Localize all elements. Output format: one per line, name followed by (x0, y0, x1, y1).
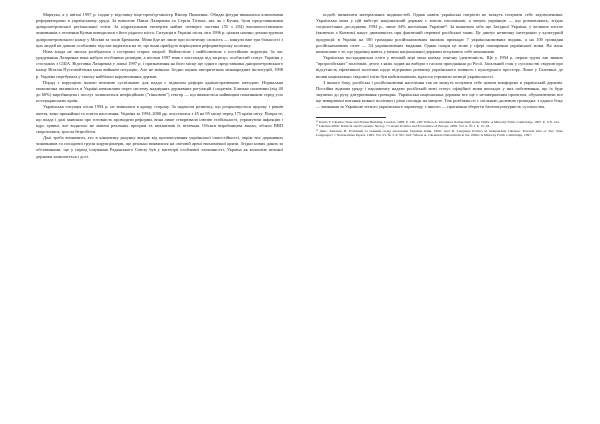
paragraph: Українська пострадянська еліта у великій мірі мала низьку етнічну ідентичність. Ще у 1994 р. перша група так званих "проросійських" політиків, дехто з яких ходив на вибори з гаслом приєднання до Росії. Загальний стан у суспільстві свідчив про відсутність ефективної політики щодо підтримки розвитку українського мовного і культурного простору. Лише у Галичині, де вплив національно свідомої еліти був найсильнішим, вдалося утримати позиції українськості. (316, 55, 563, 79)
paragraph: Поряд з корупцією іншою великою суспільною для влади є підвалом реформ адміністративною методою. Нормальна економічна активність в Україні неможлива через систему надмірних державних регуляцій і податків. Близько половини (від 40 до 60%) виробництва і послуг залишається неофіційною ("тіньовою") сектор — що вважається найвищим показником серед усіх пострадянських країн. (36, 79, 283, 104)
paragraph: З іншого боку, російські і російськомовні населення так не можуть почувати себе цілком комфортно в українській державі. Постійна відмова уряду і парламенту надати російській мові статус офіційної мови виглядає у них побоювання, що їх буде змушено до руху дитуріювання громадян. Українська національна держава все ще є незавершеним проектом, обумовлюючи все ще невирішені питання мовної політики і різні погляди на минуле. Тож розбіжності є спільною дилемою громадян: з одного боку — визнання за Україною чіткого українського характеру, з іншого — прагнення зберегти багатокультурність суспільства. (316, 79, 563, 110)
footnote-divider (316, 117, 386, 118)
footnotes (316, 120, 563, 138)
paragraph: Марчука, а у квітні 1997 р. подав у відставку віце-прем'єр-міністр Віктор Пинзеник. Обидві фігури вважалися ключовими реформаторами в українському уряді. За вимогою Павла Лазаренка та Сергія Тігіпка, які, як і Кучма, були представниками дніпропетровської регіональної еліти. За підрахунками експертів майже четверта частина (55 з 204) високопоставлених чиновників з оточення Кучми виводилася з його рідного міста. Ситуація в Україні після літа 1996 р. цілком наочно демонструвала дніпропетровського клану у Москві за часів Брежнєва. Мова йде не лише про політичну схожість — минули вже три більшості з цих людей не давали особливих підстав надіятися на те, що вони прийдуть вирішувати реформаторську політику. (36, 12, 283, 48)
paragraph: Українська ситуація після 1994 р. не змінилася в кращу сторону. За індексом розвитку, що розраховується щороку і рівнів життя, воно принаймні та освіти населення, Україна за 1994–2000 рр. опустилася з 45 на 95 місце перед 175 країн світу. Попри те, що влада і далі заявляла про готовність проводити реформи, вона лише створювала ілюзію стабільності, утримуючи інфляцію і курс гривні, але водночас не маючи реальних програм та механізмів їх втілення. Обсяги виробництва впали, обсяги ВВП скоротилися, зросла безробіття. (36, 104, 283, 134)
paragraph: Нова влада не змогла розібратися з гострими старих хвороб. Найчастіше і найболючіше є постійною корупція. За час урядування Лазаренка вона набула особливих розмірів, а восени 1997 взяв з листопада під загрозу» особистий статус України у стосунках з США. Відставка Лазаренка у липні 1997 р. і призначення на його місце ще одного представника дніпропетровського клану Віталія Пустовойтенка мала вийняти ситуацію. Але не змінила. Згідно оцінок авторитетних міжнародних інституцій, 1998 р. Україна перебувала у списку найбільш корумпованих держав. (36, 48, 283, 79)
right-column (316, 12, 563, 138)
paragraph: подобі визначити матеріальних видимостей. Однак навіть українські патріоти не можуть почувати себе задоволеними. Українська мова у цій вибо-ре національній державі є зовсім зіпсованою, а чверть українців — що розмовляють, згідно соціологічних досліджень 1994 р., лише 44% населення України¹². За винятком хіба що Західної України, у великих містах (включно з Києвом) панує двомовність при фактичній перевазі російської мови. Це диктує незвичну інтеграцію у культурній продукції: в Україні на 100 громадян російськомовних книжок припадає 7 українськомовних видань, а на 100 громадян російськомовних газет — 54 україномовних видання. Однак попри це мова у сфері поширення української мови. На жаль неможливе є те, що українці навіть у межах національної держави почувають себе меншиною. (316, 12, 563, 54)
paragraph: Далі треба визначити, хто в кінцевому рахунку виграв від пролонгування української самостійності, окрім тих державних чиновників та посадової групи корупціонерів, що реально виявилися на світовій арені економічної кризи. Згідно нових даних за обставинами, що у період існування Радянського Союзу був у категорії особливої злочинності, Україна як колонією великої держави залишається і досі. (36, 135, 283, 159)
left-column (36, 12, 283, 160)
footnote: ¹¹ Kuzio T. Ukraine: State and Nation Building. London, 1998. P. 146–148; Wilson A. Ukrainian Nationalism in the 1990s. A Minority Faith. Cambridge, 1997. P. 118–124. (316, 119, 560, 124)
footnote: ¹² Ukraine-2000: Political and Economic Survey // Current Politics and Economics of Europe. 2000. Vol. 9. № 1. P. 15–18. (316, 124, 491, 129)
footnote: ¹³ Див.: Хмелько В. Етнічний та мовний склад населення України. Київ, 1996; Arel D. Language Politics in Independent Ukraine: Towards One or Two State Languages? // Nationalities Papers. 1995. Vol. 23. № 3. P. 597–622; Wilson A. Ukrainian Nationalism in the 1990s: A Minority Faith. Cambridge, 1997. (316, 128, 563, 138)
